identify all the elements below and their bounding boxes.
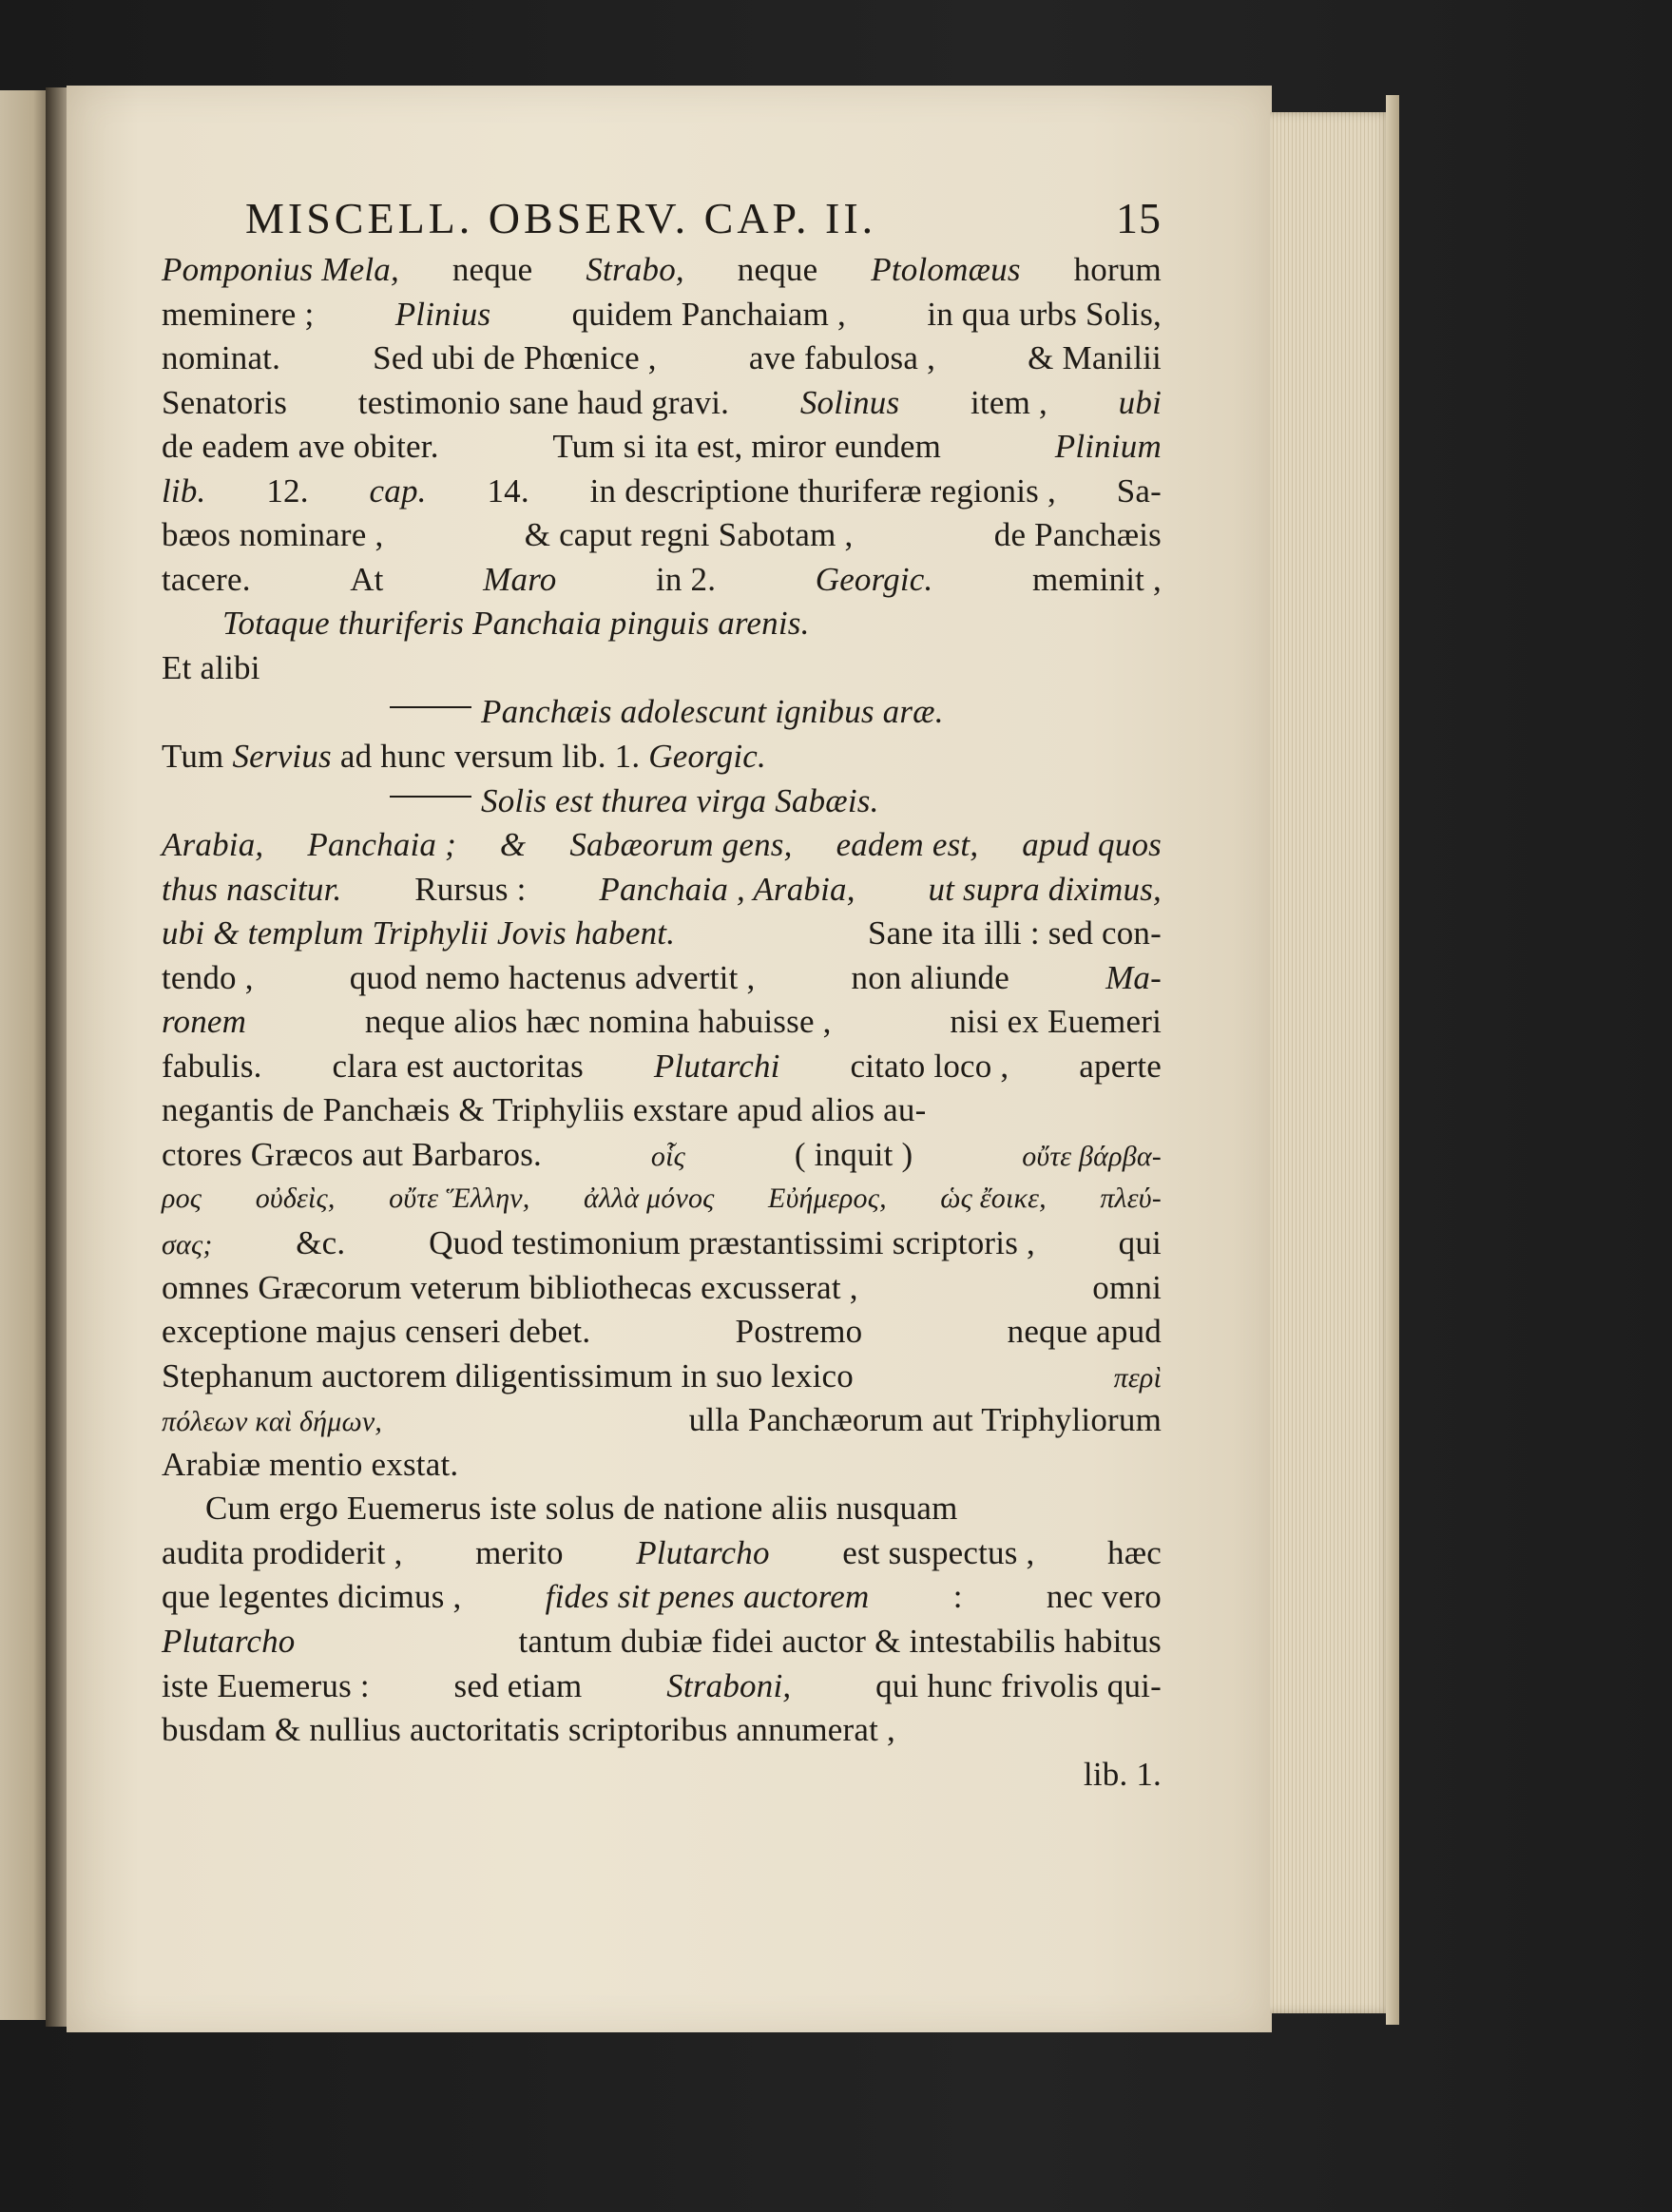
paragraph-start bbox=[162, 1487, 1162, 1531]
word: citato loco , bbox=[850, 1047, 1009, 1085]
word: Georgic. bbox=[815, 560, 933, 598]
word: Plutarchi bbox=[653, 1047, 780, 1085]
text-line bbox=[162, 1045, 1162, 1089]
word: nominat. bbox=[162, 339, 281, 377]
word: Sa- bbox=[1116, 471, 1162, 510]
word: item , bbox=[971, 383, 1047, 421]
word: & Manilii bbox=[1028, 339, 1162, 377]
word: Sabæorum gens, bbox=[569, 826, 793, 864]
word: Rursus : bbox=[414, 870, 527, 908]
word: merito bbox=[475, 1533, 564, 1571]
word: busdam & nullius auctoritatis scriptoribus annumerat , bbox=[162, 1711, 895, 1749]
word: At bbox=[350, 560, 384, 598]
word: ubi & templum Triphylii Jovis habent. bbox=[162, 914, 676, 952]
word: ut supra diximus, bbox=[928, 870, 1162, 908]
greek-word: σας; bbox=[162, 1229, 213, 1261]
text-line bbox=[162, 1708, 1162, 1753]
word: Et alibi bbox=[162, 648, 260, 686]
text-line bbox=[162, 425, 1162, 470]
word: iste Euemerus : bbox=[162, 1666, 370, 1704]
word: in descriptione thuriferæ regionis , bbox=[589, 471, 1056, 510]
word: ( inquit ) bbox=[794, 1135, 913, 1173]
word: Straboni, bbox=[666, 1666, 792, 1704]
greek-word: Εὐήμερος, bbox=[768, 1183, 887, 1215]
greek-word: περὶ bbox=[1113, 1361, 1162, 1394]
text-line bbox=[162, 1664, 1162, 1709]
verse-quote bbox=[162, 779, 1162, 824]
greek-word: οὔτε βάρβα- bbox=[1022, 1140, 1162, 1172]
word: thus nascitur. bbox=[162, 870, 342, 908]
word: Tum bbox=[162, 738, 224, 776]
word: Senatoris bbox=[162, 383, 288, 421]
page-number: 15 bbox=[1116, 194, 1162, 242]
text-block bbox=[162, 185, 1162, 1797]
word: : bbox=[952, 1578, 963, 1616]
word: meminere ; bbox=[162, 295, 315, 333]
word: Arabiæ mentio exstat. bbox=[162, 1445, 459, 1483]
word: audita prodiderit , bbox=[162, 1533, 403, 1571]
greek-word: οὐδεὶς, bbox=[255, 1183, 336, 1215]
text-line bbox=[162, 1575, 1162, 1620]
text-line bbox=[162, 513, 1162, 558]
word: ave fabulosa , bbox=[748, 339, 936, 377]
running-title: MISCELL. OBSERV. CAP. II. bbox=[245, 194, 877, 242]
greek-word: οὔτε Ἕλλην, bbox=[389, 1183, 530, 1215]
word: bæos nominare , bbox=[162, 516, 384, 554]
word: &c. bbox=[296, 1224, 346, 1262]
text-line bbox=[162, 823, 1162, 868]
text-line bbox=[162, 558, 1162, 603]
word: Georgic. bbox=[648, 738, 766, 776]
word: Panchaia , Arabia, bbox=[599, 870, 855, 908]
verse-quote bbox=[162, 602, 1162, 646]
word: ulla Panchæorum aut Triphyliorum bbox=[688, 1401, 1162, 1439]
verse-quote bbox=[162, 690, 1162, 735]
text-line bbox=[162, 868, 1162, 913]
word: que legentes dicimus , bbox=[162, 1578, 462, 1616]
word: Maro bbox=[483, 560, 557, 598]
text-line bbox=[162, 1133, 1162, 1178]
word: apud quos bbox=[1022, 826, 1162, 864]
text-line bbox=[162, 248, 1162, 293]
word: eadem est, bbox=[836, 826, 979, 864]
verse-text: Totaque thuriferis Panchaia pinguis arenis. bbox=[222, 605, 810, 643]
word: tacere. bbox=[162, 560, 251, 598]
word: fides sit penes auctorem bbox=[545, 1578, 870, 1616]
word: quidem Panchaiam , bbox=[571, 295, 846, 333]
text-line bbox=[162, 1531, 1162, 1576]
word: 12. bbox=[266, 471, 309, 510]
word: lib. bbox=[162, 471, 206, 510]
text-line bbox=[162, 293, 1162, 337]
text-line bbox=[162, 735, 1162, 779]
word: Servius bbox=[232, 738, 332, 776]
text-line bbox=[162, 646, 1162, 691]
dash-rule bbox=[390, 779, 481, 824]
word: ctores Græcos aut Barbaros. bbox=[162, 1135, 543, 1173]
word: nisi ex Euemeri bbox=[950, 1003, 1162, 1041]
word: 14. bbox=[487, 471, 529, 510]
word: Arabia, bbox=[162, 826, 264, 864]
text-line bbox=[162, 1310, 1162, 1355]
word: qui hunc frivolis qui- bbox=[875, 1666, 1162, 1704]
running-head bbox=[162, 185, 1162, 252]
text-line bbox=[162, 912, 1162, 956]
text-line bbox=[162, 956, 1162, 1001]
text-line bbox=[162, 1266, 1162, 1311]
word: Ptolomæus bbox=[871, 251, 1021, 288]
word: Plutarcho bbox=[162, 1622, 296, 1660]
word: Quod testimonium præstantissimi scriptoris , bbox=[429, 1224, 1035, 1262]
word: ubi bbox=[1118, 383, 1162, 421]
word: qui bbox=[1118, 1224, 1162, 1262]
word: de Panchæis bbox=[993, 516, 1162, 554]
text-line bbox=[162, 1620, 1162, 1664]
greek-word: πλεύ- bbox=[1100, 1183, 1162, 1215]
word: Tum si ita est, miror eundem bbox=[552, 428, 942, 466]
word: Cum ergo Euemerus iste solus de natione aliis nusquam bbox=[205, 1490, 958, 1528]
word: omnes Græcorum veterum bibliothecas excusserat , bbox=[162, 1268, 858, 1306]
greek-word: πόλεων καὶ δήμων, bbox=[162, 1406, 383, 1438]
word: Plutarcho bbox=[636, 1533, 770, 1571]
word: neque alios hæc nomina habuisse , bbox=[364, 1003, 832, 1041]
word: testimonio sane haud gravi. bbox=[357, 383, 730, 421]
text-line bbox=[162, 1355, 1162, 1399]
word: & bbox=[499, 826, 527, 864]
greek-word: ρος bbox=[162, 1183, 202, 1215]
word: Sed ubi de Phœnice , bbox=[373, 339, 657, 377]
word: meminit , bbox=[1032, 560, 1162, 598]
word: nec vero bbox=[1046, 1578, 1162, 1616]
word: ad hunc versum lib. 1. bbox=[339, 738, 641, 776]
word: neque bbox=[737, 251, 818, 288]
word: negantis de Panchæis & Triphyliis exstare apud alios au- bbox=[162, 1091, 927, 1129]
text-line bbox=[162, 381, 1162, 426]
verse-text: Panchæis adolescunt ignibus aræ. bbox=[481, 693, 944, 731]
word: Sane ita illi : sed con- bbox=[867, 914, 1162, 952]
word: Stephanum auctorem diligentissimum in suo lexico bbox=[162, 1356, 854, 1395]
word: in qua urbs Solis, bbox=[927, 295, 1162, 333]
word: hæc bbox=[1107, 1533, 1162, 1571]
word: cap. bbox=[369, 471, 427, 510]
word: Panchaia ; bbox=[307, 826, 456, 864]
word: Ma- bbox=[1105, 958, 1162, 996]
text-line bbox=[162, 1177, 1162, 1221]
page-fore-edge bbox=[1270, 112, 1392, 2013]
word: Strabo, bbox=[586, 251, 684, 288]
word: sed etiam bbox=[453, 1666, 583, 1704]
word: horum bbox=[1073, 251, 1162, 288]
word: aperte bbox=[1079, 1047, 1162, 1085]
word: Pomponius Mela, bbox=[162, 251, 399, 288]
word: de eadem ave obiter. bbox=[162, 428, 439, 466]
catchword-line bbox=[162, 1753, 1162, 1798]
word: tantum dubiæ fidei auctor & intestabilis habitus bbox=[518, 1622, 1162, 1660]
word: in 2. bbox=[655, 560, 717, 598]
word: neque bbox=[452, 251, 533, 288]
word: quod nemo hactenus advertit , bbox=[349, 958, 756, 996]
word: & caput regni Sabotam , bbox=[524, 516, 854, 554]
word: Plinium bbox=[1054, 428, 1162, 466]
word: est suspectus , bbox=[842, 1533, 1035, 1571]
word: ronem bbox=[162, 1003, 247, 1041]
greek-word: ὡς ἔοικε, bbox=[940, 1183, 1047, 1215]
text-line bbox=[162, 470, 1162, 514]
cover-edge bbox=[1386, 95, 1399, 2025]
greek-word: οἷς bbox=[650, 1140, 685, 1172]
catchword: lib. 1. bbox=[1083, 1755, 1162, 1793]
word: fabulis. bbox=[162, 1047, 262, 1085]
dash-rule bbox=[390, 690, 481, 735]
greek-word: ἀλλὰ μόνος bbox=[584, 1183, 715, 1215]
word: omni bbox=[1092, 1268, 1162, 1306]
text-line bbox=[162, 337, 1162, 381]
text-line bbox=[162, 1000, 1162, 1045]
word: clara est auctoritas bbox=[332, 1047, 584, 1085]
word: non aliunde bbox=[851, 958, 1009, 996]
text-line bbox=[162, 1221, 1162, 1266]
word: Plinius bbox=[394, 295, 491, 333]
word: tendo , bbox=[162, 958, 254, 996]
text-line bbox=[162, 1088, 1162, 1133]
verse-text: Solis est thurea virga Sabæis. bbox=[481, 781, 879, 819]
word: exceptione majus censeri debet. bbox=[162, 1313, 591, 1351]
word: Solinus bbox=[799, 383, 900, 421]
word: Postremo bbox=[735, 1313, 863, 1351]
text-line bbox=[162, 1398, 1162, 1443]
text-line bbox=[162, 1443, 1162, 1488]
word: neque apud bbox=[1007, 1313, 1162, 1351]
